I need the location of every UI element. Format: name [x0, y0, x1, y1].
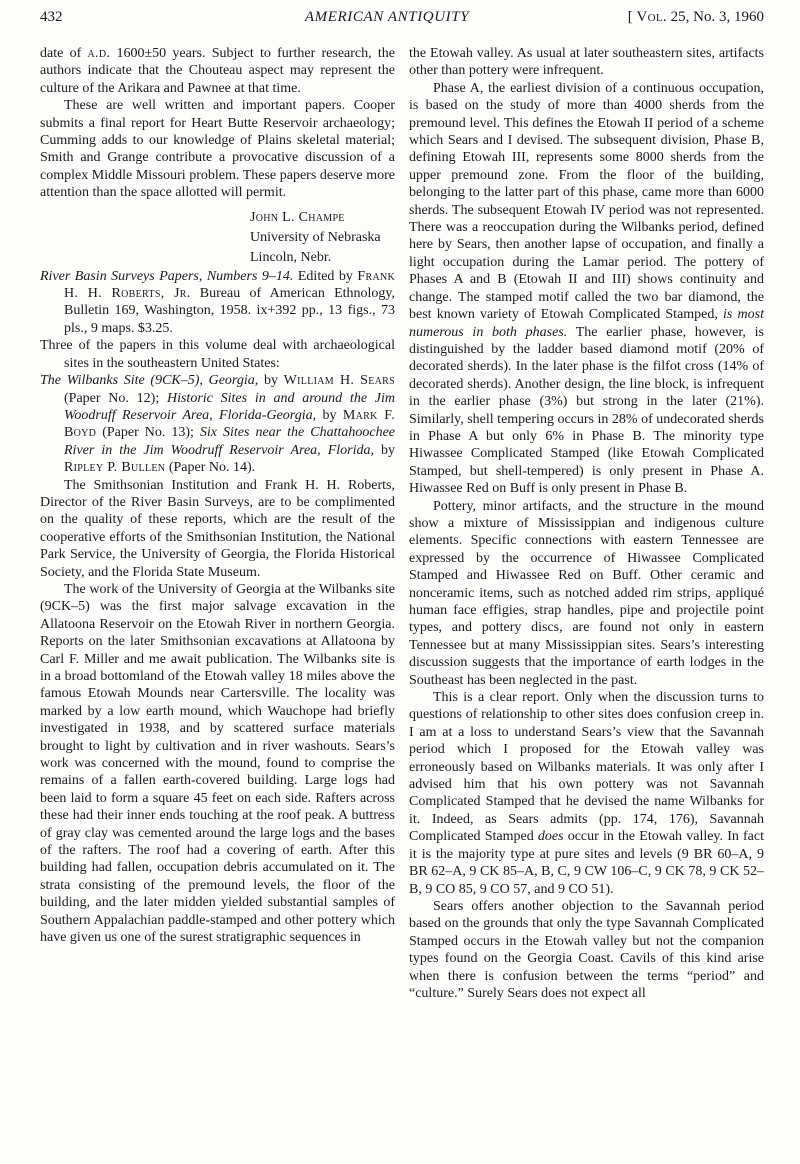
- paragraph-clear-report: This is a clear report. Only when the discussion turns to questions of relationship to other sites does confusion creep in. I am at a loss to understand Sears’s view that the Savannah period which I proposed for the Etowah valley was erroneously based on Wilbanks materials. It was only after I advised him that his own pottery was not Savannah Complicated Stamped that he devised the name Wilbanks for it. Indeed, as Sears admits (pp. 174, 176), Savannah Complicated Stamped does occur in the Etowah valley. In fact it is the majority type at pure sites and levels (9 BR 60–A, 9 BR 62–A, 9 CK 85–A, B, C, 9 CW 106–C, 9 CK 78, 9 CK 52–B, 9 CO 85, 9 CO 57, and 9 CO 51).: [409, 690, 765, 897]
- page-number: 432: [40, 9, 63, 25]
- paragraph-phases: Phase A, the earliest division of a continuous occupation, is based on the study of more than 4000 sherds from the premound level. This defines the Etowah II period of a scheme which Sears and I devised. The subsequent division, Phase B, defining Etowah III, represents some 8000 sherds from the upper premound zone. From the floor of the building, belonging to the latter part of this phase, came more than 6000 sherds. The subsequent Etowah IV period was not represented. There was a reoccupation during the Wilbanks period, defined here by Sears, then another lapse of occupation, and finally a light occupation during the Lamar period. The pottery of Phases A and B (Etowah II and III) shows continuity and change. The stamped motif called the two bar diamond, the best known variety of Etowah Complicated Stamped, is most numerous in both phases. The earlier phase, however, is distinguished by the ladder based diamond motif (20% of decorated sherds). In the later phase is the filfot cross (14% of decorated sherds). Another design, the line block, is infrequent in the earlier phase (3%) but strong in the later (21%). Similarly, shell tempering occurs in 28% of undecorated sherds in Phase A but only 6% in Phase B. The minority type Hiwassee Complicated Stamped (like Etowah Complicated Stamped, but shell-tempered) is only present in Phase A. Hiwassee Red on Buff is only present in Phase B.: [409, 80, 764, 497]
- paragraph-date-continuation: date of a.d. 1600±50 years. Subject to further research, the authors indicate that the Chouteau aspect may represent the culture of the Arikara and Pawnee at that time.: [40, 46, 395, 96]
- reviewer-signature: [250, 208, 395, 268]
- contents-intro: Three of the papers in this volume deal with archaeological sites in the southeastern United States:: [40, 338, 395, 371]
- paragraph-smithsonian: The Smithsonian Institution and Frank H. H. Roberts, Director of the River Basin Surveys, are to be complimented on the quality of these reports, which are the result of the cooperative efforts of the Smithsonian Institution, the National Park Service, the University of Georgia, the Florida Historical Society, and the Florida State Museum.: [40, 477, 395, 580]
- volume-info: [ Vol. 25, No. 3, 1960: [627, 9, 764, 25]
- left-column: [40, 45, 395, 1002]
- journal-title: AMERICAN ANTIQUITY: [304, 9, 470, 25]
- book-citation: River Basin Surveys Papers, Numbers 9–14. Edited by Frank H. H. Roberts, Jr. Bureau of American Ethnology, Bulletin 169, Washington, 1958. ix+392 pp., 13 figs., 73 pls., 9 maps. $3.25.: [40, 268, 396, 336]
- paragraph-etowah-continuation: the Etowah valley. As usual at later southeastern sites, artifacts other than pottery were infrequent.: [409, 46, 764, 79]
- paragraph-pottery-mixture: Pottery, minor artifacts, and the structure in the mound show a mixture of Mississippian and indigenous culture elements. Specific connections with eastern Tennessee are expressed by the occurrence of Hiwassee Complicated Stamped and Hiwassee Red on Buff. Other ceramic and nonceramic items, such as notched added rim strips, appliqué human face effigies, strap handles, pipe and projectile point types, and pottery discs, are found not only in eastern Tennessee but at many Mississippian sites. Sears’s interesting discussion suggests that the importance of earth lodges in the Southeast has been neglected in the past.: [409, 498, 764, 688]
- paragraph-papers-assessment: These are well written and important papers. Cooper submits a final report for Heart Butte Reservoir archaeology; Cumming adds to our knowledge of Plains skeletal material; Smith and Grange contribute a provocative discussion of a complex Middle Missouri problem. These papers deserve more attention than the space allotted will permit.: [40, 98, 395, 201]
- right-column: [409, 45, 764, 1002]
- papers-list: The Wilbanks Site (9CK–5), Georgia, by William H. Sears (Paper No. 12); Historic Sites in and around the Jim Woodruff Reservoir Area, Florida-Georgia, by Mark F. Boyd (Paper No. 13); Six Sites near the Chattahoochee River in the Jim Woodruff Reservoir Area, Florida, by Ripley P. Bullen (Paper No. 14).: [40, 373, 396, 476]
- reviewer-affiliation: University of Nebraska: [250, 229, 381, 245]
- page-header: [40, 8, 764, 26]
- reviewer-place: Lincoln, Nebr.: [250, 249, 332, 265]
- reviewer-name: John L. Champe: [250, 209, 345, 225]
- two-column-body: [40, 45, 764, 1002]
- paragraph-savannah-objection: Sears offers another objection to the Savannah period based on the grounds that only the type Savannah Complicated Stamped occurs in the Etowah valley but not the companion types found on the Georgia Coast. Cavils of this kind arise when there is confusion between the terms “period” and “culture.” Surely Sears does not expect all: [409, 898, 764, 1001]
- paragraph-wilbanks-work: The work of the University of Georgia at the Wilbanks site (9CK–5) was the first major salvage excavation in the Allatoona Reservoir on the Etowah River in northern Georgia. Reports on the later Smithsonian excavations at Allatoona by Carl F. Miller and me await publication. The Wilbanks site is in a broad bottomland of the Etowah valley 18 miles above the famous Etowah Mounds near Cartersville. The locality was marked by a low earth mound, which Wauchope had briefly investigated in 1938, and by scattered surface materials brought to light by cultivation and in river washouts. Sears’s work was concerned with the mound, found to comprise the remains of a fallen earth-covered building. Large logs had been laid to form a square 45 feet on each side. Rafters across these had their inner ends touching at the roof peak. A buttress of gray clay was cemented around the large logs and the bases of the rafters. The roof had a covering of earth. After this building had fallen, occupation debris accumulated on it. The strata consisting of the premound levels, the floor of the building, and the later midden yielded substantial samples of Southern Appalachian paddle-stamped and other pottery which have given us one of the surest stratigraphic sequences in: [40, 581, 395, 946]
